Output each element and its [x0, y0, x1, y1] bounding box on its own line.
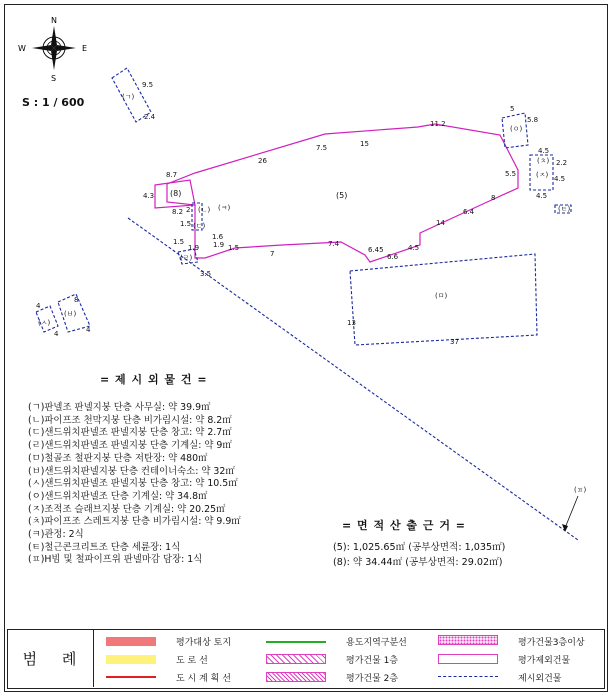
structure-da-label: (ㄷ) [193, 222, 206, 230]
list-item: (ㅂ)샌드위치판넬지붕 단층 컨테이너숙소: 약 32㎡ [28, 465, 235, 477]
legend-swatch-zone-line [266, 641, 326, 643]
dim-label: 1.5 [180, 220, 192, 228]
dim-label: 15 [360, 140, 369, 148]
dim-label: 2 [186, 206, 191, 214]
dim-label: 5.5 [505, 170, 517, 178]
dim-label: 8.7 [166, 171, 178, 179]
dim-label: 1.9 [188, 244, 200, 252]
list-item: (ㅋ)관정: 2식 [28, 529, 84, 541]
dim-label: 5.8 [527, 116, 539, 124]
legend-label-zone-line: 용도지역구분선 [346, 638, 407, 648]
list-item: (ㅊ)파이프조 스레트지붕 단층 비가림시설: 약 9.9㎡ [28, 516, 241, 528]
dim-label: 1.5 [173, 238, 185, 246]
legend-label-building-2f: 평가건물 2층 [346, 674, 399, 684]
list-item: (ㅁ)철골조 철판지붕 단층 저탄장: 약 480㎡ [28, 452, 208, 464]
dim-label: 8.2 [172, 208, 184, 216]
structure-ta-label: (ㅌ) [558, 205, 571, 213]
dim-label: 26 [258, 157, 267, 165]
dim-label: 9.5 [142, 81, 154, 89]
list-item: (ㄹ)샌드위치판넬조 판넬지붕 단층 기계실: 약 9㎡ [28, 440, 232, 452]
structure-a-label: (ㅇ) [510, 125, 523, 133]
structure-la-label: (ㄹ) [180, 254, 193, 262]
dim-label: 7.5 [316, 144, 328, 152]
dim-label: 1.5 [228, 244, 240, 252]
dim-label: 3.5 [200, 270, 212, 278]
list-item: (ㅇ)샌드위치판넬조 단층 기계실: 약 34.8㎡ [28, 490, 208, 502]
dim-label: 7.4 [328, 240, 340, 248]
dim-label: 4 [54, 330, 59, 338]
legend-label-building-1f: 평가건물 1층 [346, 656, 399, 666]
list-item: (ㅍ)H빔 및 철파이프위 판넬마감 담장: 1식 [28, 554, 203, 566]
dim-label: 1.6 [212, 233, 224, 241]
external-items-list [28, 402, 241, 567]
building-8-label: (8) [170, 189, 182, 198]
dim-label: 6.45 [368, 246, 384, 254]
dim-label: 7 [270, 250, 275, 258]
external-items-title: = 제 시 외 물 건 = [100, 373, 208, 386]
dim-label: 2.2 [556, 159, 568, 167]
structure-sa-label: (ㅅ) [38, 319, 51, 327]
fence-pointer-line [565, 496, 578, 528]
legend-label-city-plan: 도 시 계 획 선 [176, 674, 231, 684]
list-item: (ㄷ)샌드위치판넬조 판넬지붕 단층 창고: 약 2.7㎡ [28, 427, 232, 439]
compass-w: W [18, 44, 26, 53]
dim-label: 4.5 [538, 147, 550, 155]
dim-label: 4.3 [143, 192, 155, 200]
list-item: (ㄴ)파이프조 천막지붕 단층 비가림시설: 약 8.2㎡ [28, 414, 232, 426]
dim-label: 13 [347, 319, 356, 327]
dim-label: 6.6 [387, 253, 399, 261]
legend-swatch-building-2f [266, 672, 326, 682]
dim-label: 37 [450, 338, 459, 346]
legend-swatch-land [106, 637, 156, 646]
dim-label: 6.4 [463, 208, 475, 216]
legend-swatch-external-building [438, 676, 498, 677]
area-calculation-list [333, 540, 505, 570]
dim-label: 4.5 [536, 192, 548, 200]
structure-na-label: (ㄴ) [198, 206, 211, 214]
legend-label-external-building: 제시외건물 [518, 674, 562, 684]
legend-swatch-excluded-building [438, 654, 498, 664]
legend-label-excluded-building: 평가제외건물 [518, 656, 571, 666]
legend-swatch-building-1f [266, 654, 326, 664]
area-calculation-title: = 면 적 산 출 근 거 = [342, 519, 466, 532]
dim-label: 5 [510, 105, 515, 113]
scale-label: S : 1 / 600 [22, 96, 85, 109]
compass-n: N [51, 16, 57, 25]
structure-cha-label: (ㅊ) [537, 157, 550, 165]
structure-ja-label: (ㅈ) [536, 171, 549, 179]
dim-label: 8 [491, 194, 496, 202]
structure-ba-label: (ㅂ) [64, 310, 77, 318]
dim-label: 4 [86, 326, 91, 334]
building-5-label: (5) [336, 191, 348, 200]
legend-title: 범 례 [8, 630, 94, 687]
dim-label: 4.5 [408, 244, 420, 252]
dim-label: 11.2 [430, 120, 446, 128]
list-item: (ㄱ)판넬조 판넬지붕 단층 사무실: 약 39.9㎡ [28, 402, 211, 413]
area-item: (5): 1,025.65㎡ (공부상면적: 1,035㎡) [333, 542, 506, 553]
dim-label: 2.4 [144, 113, 156, 121]
structure-ga-label: (ㄱ) [122, 93, 135, 101]
legend-swatch-road [106, 655, 156, 664]
legend-label-road: 도 로 선 [176, 656, 208, 666]
compass-s: S [51, 74, 57, 83]
list-item: (ㅅ)샌드위치판넬조 판넬지붕 단층 창고: 약 10.5㎡ [28, 478, 238, 490]
dim-label: 1.9 [213, 241, 225, 249]
compass-e: E [82, 44, 88, 53]
legend-label-land: 평가대상 토지 [176, 638, 232, 648]
legend-box [7, 629, 605, 689]
dim-label: 8 [74, 296, 79, 304]
dim-label: 4.5 [554, 175, 566, 183]
legend-swatch-building-3f [438, 635, 498, 645]
dim-label: 4 [36, 302, 41, 310]
structure-ka-label: (ㅋ) [218, 204, 231, 212]
structure-pa-label: (ㅍ) [574, 486, 587, 494]
dim-label: 14 [436, 219, 445, 227]
legend-swatch-city-plan [106, 676, 156, 678]
area-item: (8): 약 34.44㎡ (공부상면적: 29.02㎡) [333, 557, 503, 568]
list-item: (ㅈ)조적조 슬래브지붕 단층 기계실: 약 20.25㎡ [28, 503, 226, 515]
legend-label-building-3f: 평가건물3층이상 [518, 638, 585, 648]
structure-ma-label: (ㅁ) [435, 292, 448, 300]
list-item: (ㅌ)철근콘크리트조 단층 세륜장: 1식 [28, 541, 181, 553]
